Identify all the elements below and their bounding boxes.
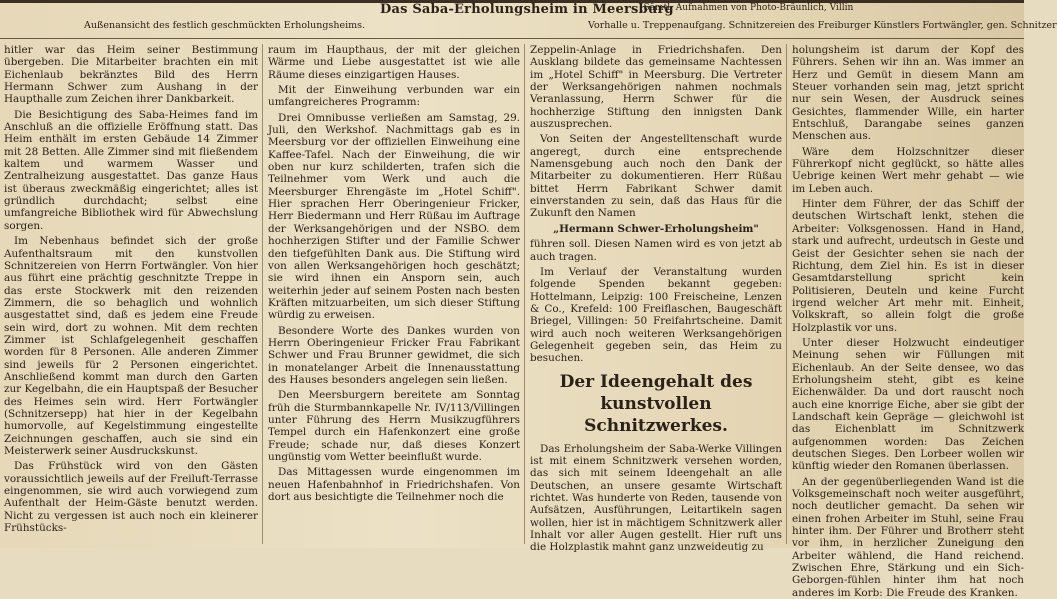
paragraph: hitler war das Heim seiner Bestimmung übergeben. Die Mitarbeiter brachten ein mit Eichenlaub bekränztes Bild des Herrn Hermann Schwer zum Aushang in der Haupthalle zum Zeichen ihrer Dankbarkeit. xyxy=(4,44,258,106)
photo-credit: (Sämtl. Aufnahmen von Photo-Bräunlich, Villin xyxy=(640,3,854,13)
column-2 xyxy=(268,44,520,544)
photo-captions xyxy=(0,20,1057,34)
article-headline: Das Saba-Erholungsheim in Meersburg xyxy=(380,2,674,17)
paragraph: Unter dieser Holzwucht eindeutiger Meinung sehen wir Füllungen mit Eichenlaub. An der Seite densee, wo das Erholungsheim steht, gibt es keine Eichenwälder. Da und dort rauscht noch auch eine knorrige Eiche, aber sie gibt der Landschaft kein Gepräge — gleichwohl ist das Eichenblatt im Schnitzwerk aufgenommen worden: Das Zeichen deutschen Sieges. Den Lorbeer wollen wir künftig wieder den Romanen überlassen. xyxy=(792,336,1024,473)
paragraph: Das Frühstück wird von den Gästen voraussichtlich jeweils auf der Freiluft-Terrasse eingenommen, sie wird auch vorwiegend zum Aufenthalt der Heim-Gäste benutzt werden. Nicht zu vergessen ist auch noch ein kleinerer Frühstücks- xyxy=(4,460,258,535)
caption-right: Vorhalle u. Treppenaufgang. Schnitzereien des Freiburger Künstlers Fortwängler, gen. Schnitzer xyxy=(588,20,1057,31)
paragraph: Hinter dem Führer, der das Schiff der deutschen Wirtschaft lenkt, stehen die Arbeiter: Volksgenossen. Hand in Hand, stark und aufrecht, urdeutsch in Geste und Geist der Gesichter sehen sie nach der Richtung, dem Ziel hin. Es ist in dieser Gesamtdarstellung spricht kein Politisieren, Deuteln und keine Furcht irgend welcher Art mehr mit. Einheit, Volkskraft, so allein folgt die große Holzplastik vor uns. xyxy=(792,198,1024,334)
column-3 xyxy=(530,44,782,554)
section-heading: Der Ideengehalt des kunstvollen Schnitzwerkes. xyxy=(559,371,753,436)
paragraph: Im Nebenhaus befindet sich der große Aufenthaltsraum mit den kunstvollen Schnitzereien von Herrn Fortwängler. Von hier aus führt eine prächtig geschnitzte Treppe in das erste Stockwerk mit den reizenden Zimmern, die so behaglich und wohnlich ausgestattet sind, daß es jedem eine Freude sein wird, dort zu wohnen. Mit dem rechten Zimmer ist Schlafgelegenheit geschaffen worden für 8 Personen. Alle anderen Zimmer sind jeweils für 2 Personen eingerichtet. Anschließend kommt man durch den Garten zur Kegelbahn, die ein Hauptspaß der Besucher des Heimes sein wird. Herr Fortwängler (Schnitzersepp) hat hier in der Kegelbahn humorvolle, auf Kegelstimmung eingestellte Zeichnungen geschaffen, auch sie sind ein Meisterwerk seiner Ausdruckskunst. xyxy=(4,235,258,457)
paragraph: Drei Omnibusse verließen am Samstag, 29. Juli, den Werkshof. Nachmittags gab es in Meersburg vor der offiziellen Einweihung eine Kaffee-Tafel. Nach der Einweihung, die wir oben nur kurz schilderten, trafen sich die Teilnehmer vom Werk und auch die Meersburger Ehrengäste im „Hotel Schiff". Hier sprachen Herr Oberingenieur Fricker, Herr Biedermann und Herr Rüßau im Auftrage der Werksangehörigen und der NSBO. dem hochherzigen Stifter und der Familie Schwer den tiefgefühlten Dank aus. Die Stiftung wird von allen Werksangehörigen hoch geschätzt; sie wird ihnen ein Ansporn sein, auch weiterhin jeder auf seinem Posten nach besten Kräften mitzuarbeiten, um sich dieser Stiftung würdig zu erweisen. xyxy=(268,111,520,322)
caption-left: Außenansicht des festlich geschmückten Erholungsheims. xyxy=(84,20,366,31)
paragraph: Das Mittagessen wurde eingenommen im neuen Hafenbahnhof in Friedrichshafen. Von dort aus besichtigte die Teilnehmer noch die xyxy=(268,466,520,504)
column-1 xyxy=(4,44,258,544)
paragraph: Mit der Einweihung verbunden war ein umfangreicheres Programm: xyxy=(268,84,520,109)
paragraph: führen soll. Diesen Namen wird es von jetzt ab auch tragen. xyxy=(530,238,782,263)
paragraph: Das Erholungsheim der Saba-Werke Villingen ist mit einem Schnitzwerk versehen worden, das sich mit seinem Ideengehalt an alle Deutschen, an unsere gesamte Wirtschaft richtet. Was hunderte von Reden, tausende von Aufsätzen, Ausführungen, Leitartikeln sagen wollen, hier ist in mächtigem Schnitzwerk aller Inhalt vor aller Augen gestellt. Hier ruft uns die Holzplastik mahnt ganz unzweideutig zu xyxy=(530,442,782,554)
heim-name: „Hermann Schwer-Erholungsheim" xyxy=(553,222,759,235)
paragraph: Zeppelin-Anlage in Friedrichshafen. Den Ausklang bildete das gemeinsame Nachtessen im „Hotel Schiff" in Meersburg. Die Vertreter der Werksangehörigen nahmen nochmals Veranlassung, Herrn Schwer für die hochherzige Stiftung den innigsten Dank auszusprechen. xyxy=(530,44,782,131)
caption-divider xyxy=(0,38,1024,39)
column-divider xyxy=(524,44,525,544)
paragraph: Im Verlauf der Veranstaltung wurden folgende Spenden bekannt gegeben: Hottelmann, Leipzig: 100 Freischeine, Lenzen & Co., Krefeld: 100 Freiflaschen, Baugeschäft Briegel, Villingen: 50 Freifahrtscheine. Damit wird auch noch weiteren Werksangehörigen Gelegenheit gegeben sein, das Heim zu besuchen. xyxy=(530,265,782,365)
paragraph: Den Meersburgern bereitete am Sonntag früh die Sturmbannkapelle Nr. IV/113/Villingen unter Führung des Herrn Musikzugführers Tempel durch ein Hafenkonzert eine große Freude; schade nur, daß dieses Konzert ungünstig vom Wetter beeinflußt wurde. xyxy=(268,389,520,463)
column-4 xyxy=(792,44,1024,599)
paragraph: Von Seiten der Angestelltenschaft wurde angeregt, durch eine entsprechende Namensgebung auch noch den Dank der Mitarbeiter zu dokumentieren. Herr Rüßau bittet Herrn Fabrikant Schwer damit einverstanden zu sein, daß das Haus für die Zukunft den Namen xyxy=(530,133,782,220)
paragraph: Die Besichtigung des Saba-Heimes fand im Anschluß an die offizielle Eröffnung statt. Das Heim enthält im ersten Gebäude 14 Zimmer mit 28 Betten. Alle Zimmer sind mit fließendem kaltem und warmem Wasser und Zentralheizung ausgestattet. Das ganze Haus ist überaus zweckmäßig eingerichtet; alles ist gründlich durchdacht; selbst eine umfangreiche Bibliothek wird für Abwechslung sorgen. xyxy=(4,108,258,232)
paragraph: An der gegenüberliegenden Wand ist die Volksgemeinschaft noch weiter ausgeführt, noch deutlicher gemacht. Da sehen wir einen frohen Arbeiter im Stuhl, seine Frau hinter ihm. Der Führer und Brotherr steht vor ihm, in herzlicher Zuneigung den Arbeiter wählend, die Hand reichend. Zwischen Ehre, Stärkung und ein Sich-Geborgen-fühlen hinter ihm hat noch anderes im Korb: Die Freude des Kranken. xyxy=(792,475,1024,599)
paragraph: raum im Haupthaus, der mit der gleichen Wärme und Liebe ausgestattet ist wie alle Räume dieses einzigartigen Hauses. xyxy=(268,44,520,81)
paragraph: Besondere Worte des Dankes wurden von Herrn Oberingenieur Fricker Frau Fabrikant Schwer und Frau Brunner gewidmet, die sich in monatelanger Arbeit die Innenausstattung des Hauses besonders angelegen sein ließen. xyxy=(268,324,520,386)
column-divider xyxy=(262,44,263,544)
column-divider xyxy=(786,44,787,544)
paragraph: Wäre dem Holzschnitzer dieser Führerkopf nicht geglückt, so hätte alles Uebrige keinen Wert mehr gehabt — wie im Leben auch. xyxy=(792,145,1024,195)
paragraph: holungsheim ist darum der Kopf des Führers. Sehen wir ihn an. Was immer an Herz und Gemüt in diesem Mann am Steuer vorhanden sein mag, jetzt spricht nur sein Wesen, der Ausdruck seines Gesichtes, flammender Wille, ein harter Entschluß, Darangabe seines ganzen Menschen aus. xyxy=(792,44,1024,143)
